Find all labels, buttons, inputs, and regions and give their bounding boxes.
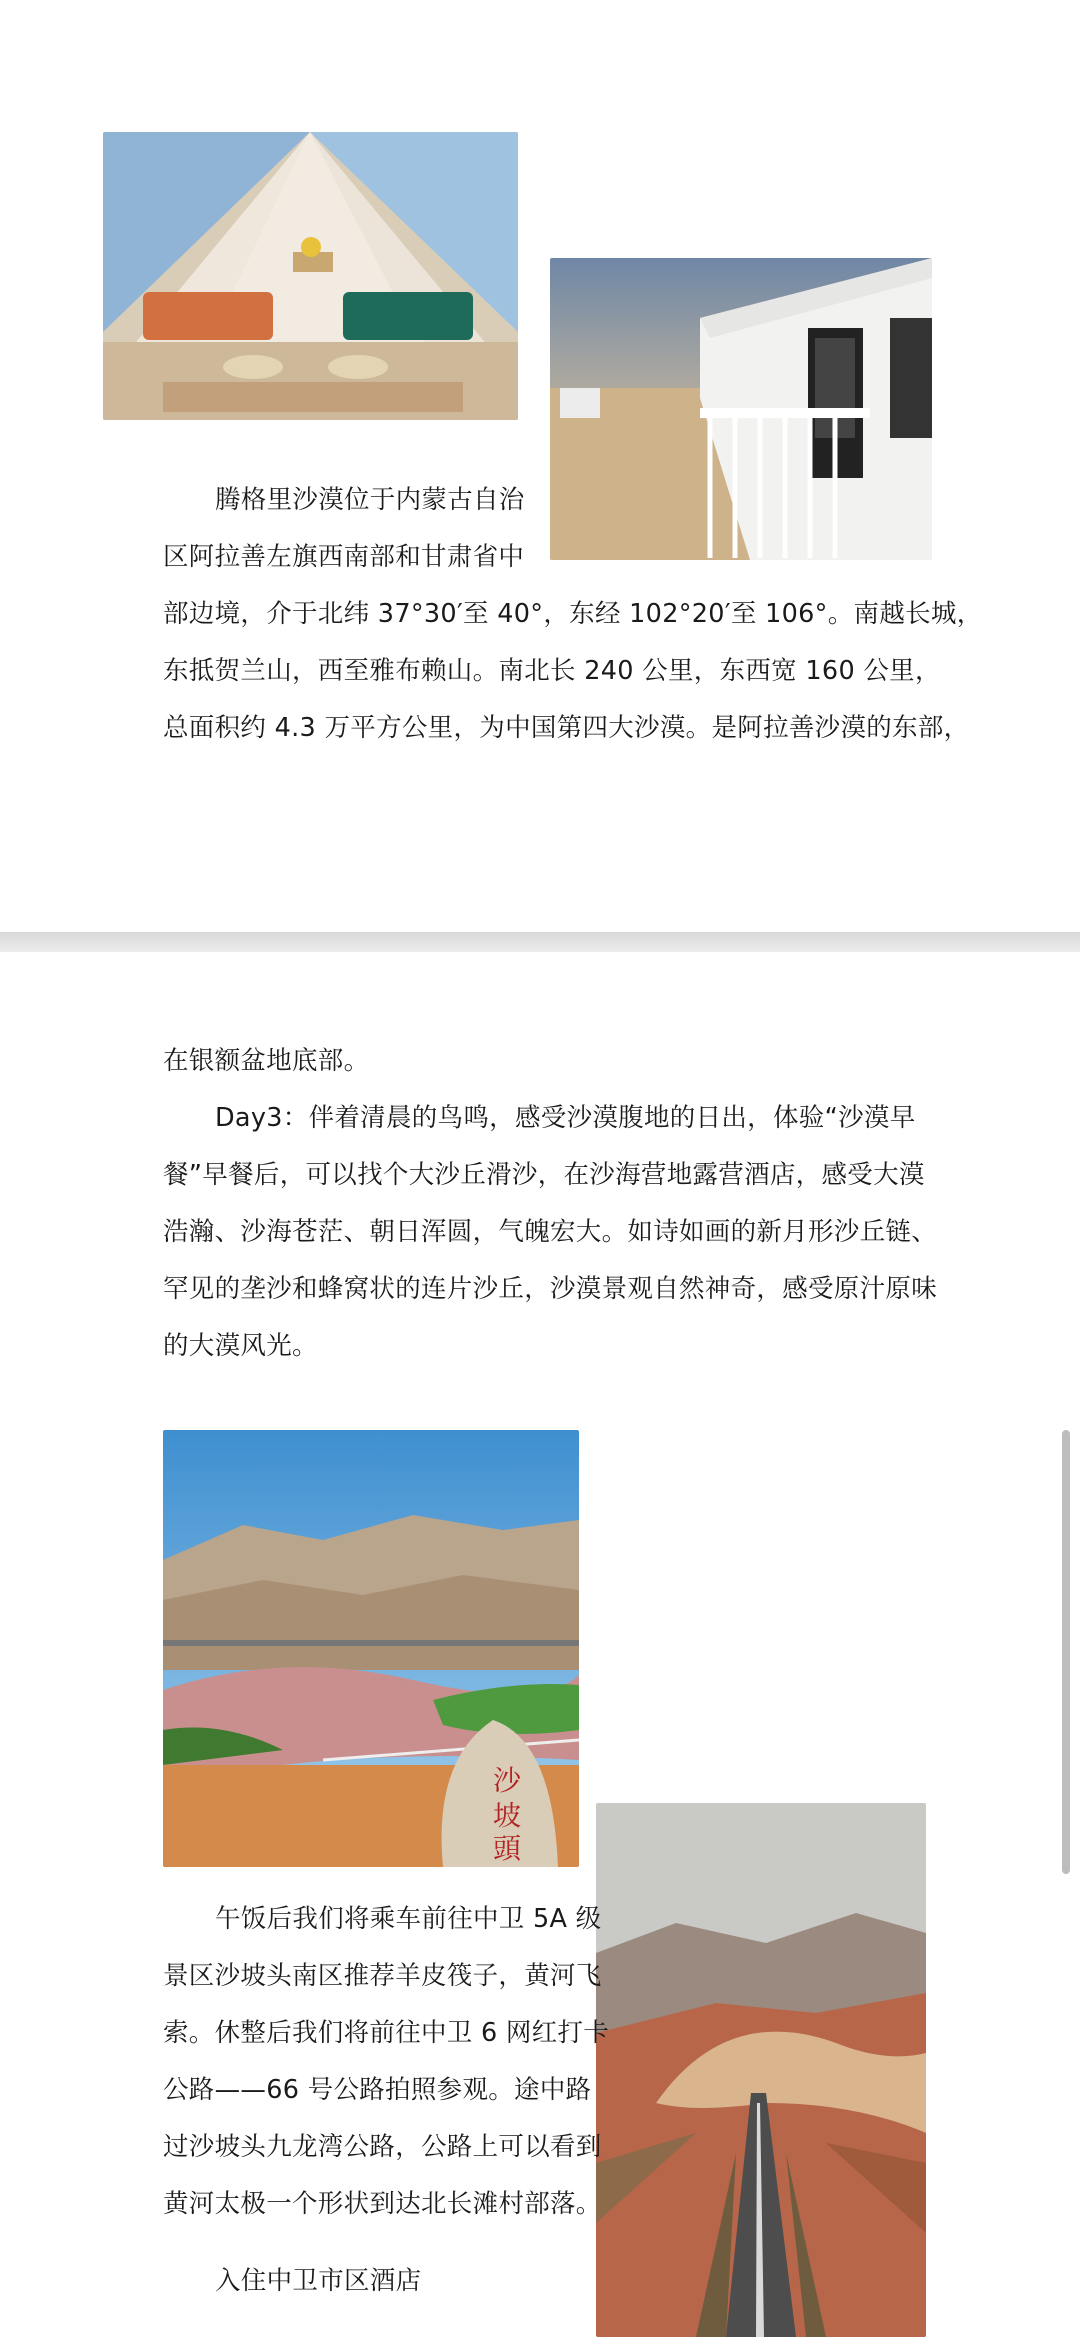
desert-cabin-photo bbox=[550, 258, 932, 560]
paragraph-line: 部边境，介于北纬 37°30′至 40°，东经 102°20′至 106°。南越长城， bbox=[163, 599, 983, 629]
svg-text:坡: 坡 bbox=[493, 1799, 522, 1832]
page-separator bbox=[0, 932, 1080, 952]
day3-line: Day3：伴着清晨的鸟鸣，感受沙漠腹地的日出，体验“沙漠早 bbox=[215, 1103, 916, 1133]
day3-line: 餐”早餐后，可以找个大沙丘滑沙，在沙海营地露营酒店，感受大漠 bbox=[163, 1160, 925, 1190]
afternoon-line: 午饭后我们将乘车前往中卫 5A 级 bbox=[215, 1904, 602, 1934]
paragraph-line: 区阿拉善左旗西南部和甘肃省中 bbox=[163, 542, 525, 572]
svg-text:頭: 頭 bbox=[493, 1832, 522, 1865]
afternoon-line: 景区沙坡头南区推荐羊皮筏子，黄河飞 bbox=[163, 1961, 602, 1991]
paragraph-line: 腾格里沙漠位于内蒙古自治 bbox=[215, 485, 525, 515]
vertical-scrollbar[interactable] bbox=[1062, 1430, 1070, 1874]
day3-line: 罕见的垄沙和蜂窝状的连片沙丘，沙漠景观自然神奇，感受原汁原味 bbox=[163, 1274, 938, 1304]
road-66-photo bbox=[596, 1803, 926, 2337]
afternoon-line: 黄河太极一个形状到达北长滩村部落。 bbox=[163, 2189, 602, 2219]
paragraph-line: 在银额盆地底部。 bbox=[163, 1046, 370, 1076]
document-page-1 bbox=[0, 0, 1080, 932]
paragraph-line: 东抵贺兰山，西至雅布赖山。南北长 240 公里，东西宽 160 公里， bbox=[163, 656, 941, 686]
document-page-2 bbox=[0, 952, 1080, 2337]
svg-text:沙: 沙 bbox=[493, 1764, 522, 1797]
shapotou-photo bbox=[163, 1430, 579, 1867]
afternoon-line: 索。休整后我们将前往中卫 6 网红打卡 bbox=[163, 2018, 610, 2048]
afternoon-line: 过沙坡头九龙湾公路，公路上可以看到 bbox=[163, 2132, 602, 2162]
day3-line: 的大漠风光。 bbox=[163, 1331, 318, 1361]
tent-photo bbox=[103, 132, 518, 420]
afternoon-line: 公路——66 号公路拍照参观。途中路 bbox=[163, 2075, 592, 2105]
day3-line: 浩瀚、沙海苍茫、朝日浑圆，气魄宏大。如诗如画的新月形沙丘链、 bbox=[163, 1217, 938, 1247]
checkin-line: 入住中卫市区酒店 bbox=[215, 2266, 422, 2296]
paragraph-line: 总面积约 4.3 万平方公里，为中国第四大沙漠。是阿拉善沙漠的东部， bbox=[163, 713, 970, 743]
